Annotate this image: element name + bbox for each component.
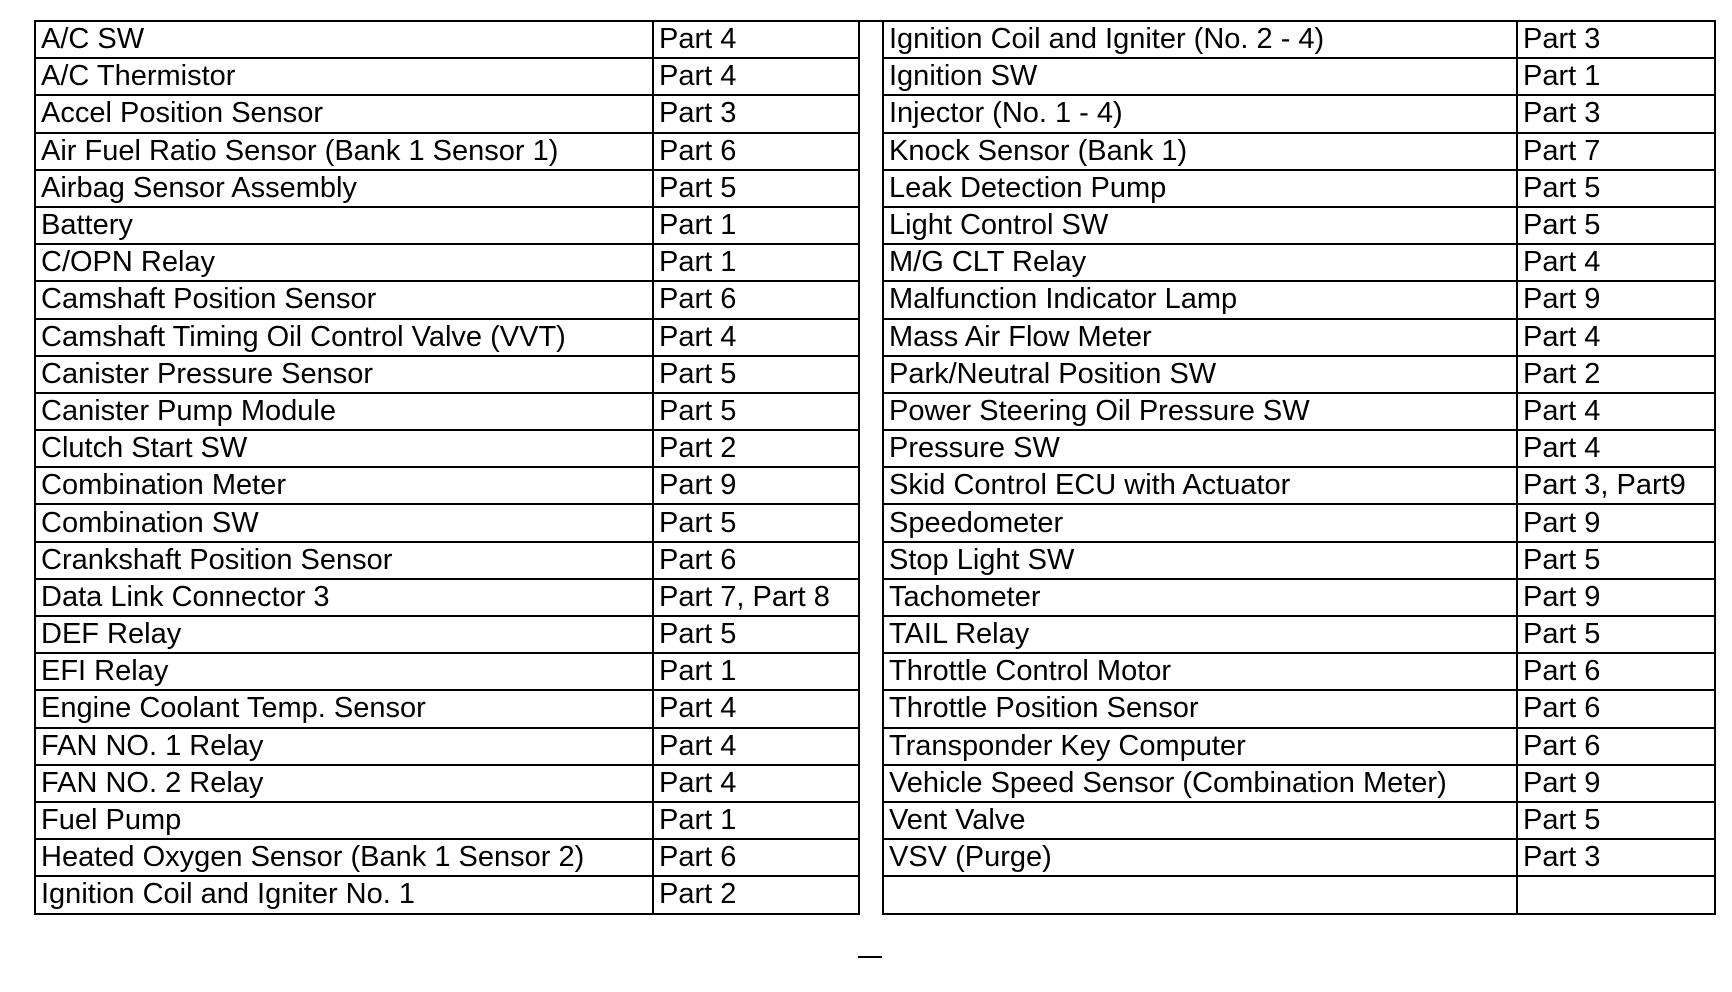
part-reference: Part 1	[653, 802, 859, 839]
table-row	[883, 728, 1715, 765]
table-row	[35, 133, 859, 170]
component-name: TAIL Relay	[883, 616, 1517, 653]
table-row	[35, 504, 859, 541]
part-reference: Part 5	[1517, 207, 1715, 244]
table-row	[35, 319, 859, 356]
table-row	[883, 839, 1715, 876]
component-name: Accel Position Sensor	[35, 95, 653, 132]
component-name: Ignition Coil and Igniter (No. 2 - 4)	[883, 21, 1517, 58]
part-reference: Part 2	[1517, 356, 1715, 393]
part-reference: Part 6	[653, 133, 859, 170]
table-row	[35, 356, 859, 393]
part-reference: Part 4	[653, 728, 859, 765]
part-reference: Part 1	[653, 207, 859, 244]
component-name: DEF Relay	[35, 616, 653, 653]
table-row	[883, 653, 1715, 690]
column-separator	[858, 20, 882, 958]
component-name: Knock Sensor (Bank 1)	[883, 133, 1517, 170]
table-row	[35, 467, 859, 504]
part-reference: Part 9	[1517, 579, 1715, 616]
table-row	[35, 207, 859, 244]
component-name: Clutch Start SW	[35, 430, 653, 467]
component-name: Throttle Position Sensor	[883, 690, 1517, 727]
part-reference: Part 6	[653, 281, 859, 318]
table-row	[35, 765, 859, 802]
component-name: M/G CLT Relay	[883, 244, 1517, 281]
component-name: Speedometer	[883, 504, 1517, 541]
table-row	[35, 728, 859, 765]
part-reference: Part 1	[1517, 58, 1715, 95]
component-name: Fuel Pump	[35, 802, 653, 839]
part-reference: Part 4	[653, 319, 859, 356]
table-row	[883, 58, 1715, 95]
component-name: Stop Light SW	[883, 542, 1517, 579]
table-row	[35, 281, 859, 318]
part-reference: Part 5	[1517, 616, 1715, 653]
part-reference: Part 4	[653, 765, 859, 802]
component-name: Ignition Coil and Igniter No. 1	[35, 876, 653, 913]
component-name: A/C Thermistor	[35, 58, 653, 95]
component-name: Airbag Sensor Assembly	[35, 170, 653, 207]
component-name: Leak Detection Pump	[883, 170, 1517, 207]
part-reference: Part 5	[653, 356, 859, 393]
table-row	[883, 504, 1715, 541]
component-name: Power Steering Oil Pressure SW	[883, 393, 1517, 430]
part-reference: Part 4	[1517, 393, 1715, 430]
part-reference: Part 4	[653, 690, 859, 727]
part-reference: Part 5	[1517, 170, 1715, 207]
table-row	[883, 802, 1715, 839]
table-row	[35, 690, 859, 727]
part-reference: Part 1	[653, 244, 859, 281]
part-reference: Part 6	[653, 839, 859, 876]
part-reference: Part 6	[1517, 653, 1715, 690]
part-reference: Part 3	[1517, 95, 1715, 132]
part-reference: Part 6	[1517, 728, 1715, 765]
component-name: Camshaft Position Sensor	[35, 281, 653, 318]
table-row	[883, 207, 1715, 244]
table-row	[883, 133, 1715, 170]
component-name: FAN NO. 1 Relay	[35, 728, 653, 765]
table-row	[883, 467, 1715, 504]
table-row	[883, 579, 1715, 616]
table-row	[35, 95, 859, 132]
component-name: Throttle Control Motor	[883, 653, 1517, 690]
right-index-table	[882, 20, 1716, 915]
component-name: Vent Valve	[883, 802, 1517, 839]
component-name: VSV (Purge)	[883, 839, 1517, 876]
component-name: Combination Meter	[35, 467, 653, 504]
part-reference: Part 5	[1517, 542, 1715, 579]
table-row	[883, 690, 1715, 727]
component-name: Camshaft Timing Oil Control Valve (VVT)	[35, 319, 653, 356]
part-reference: Part 3	[653, 95, 859, 132]
left-index-table	[34, 20, 860, 915]
part-reference: Part 5	[653, 616, 859, 653]
table-row	[883, 765, 1715, 802]
part-reference: Part 9	[1517, 504, 1715, 541]
part-reference: Part 5	[653, 170, 859, 207]
component-name: Canister Pressure Sensor	[35, 356, 653, 393]
table-row	[883, 170, 1715, 207]
part-reference: Part 4	[1517, 430, 1715, 467]
part-reference: Part 9	[1517, 765, 1715, 802]
part-reference: Part 9	[1517, 281, 1715, 318]
part-reference: Part 7, Part 8	[653, 579, 859, 616]
table-row	[883, 430, 1715, 467]
table-row	[35, 58, 859, 95]
component-name: Injector (No. 1 - 4)	[883, 95, 1517, 132]
part-reference: Part 2	[653, 430, 859, 467]
table-row	[883, 393, 1715, 430]
table-row	[883, 21, 1715, 58]
part-reference: Part 3	[1517, 839, 1715, 876]
part-reference: Part 4	[653, 58, 859, 95]
part-reference: Part 2	[653, 876, 859, 913]
component-name: C/OPN Relay	[35, 244, 653, 281]
table-row	[35, 802, 859, 839]
table-row	[883, 95, 1715, 132]
part-reference: Part 6	[653, 542, 859, 579]
table-row	[35, 616, 859, 653]
part-reference: Part 5	[653, 393, 859, 430]
table-row	[883, 616, 1715, 653]
table-row	[35, 839, 859, 876]
component-name: Park/Neutral Position SW	[883, 356, 1517, 393]
component-name: Mass Air Flow Meter	[883, 319, 1517, 356]
component-name: Air Fuel Ratio Sensor (Bank 1 Sensor 1)	[35, 133, 653, 170]
component-name: Data Link Connector 3	[35, 579, 653, 616]
table-row	[35, 170, 859, 207]
component-name: Vehicle Speed Sensor (Combination Meter)	[883, 765, 1517, 802]
component-name: Transponder Key Computer	[883, 728, 1517, 765]
table-row	[883, 876, 1715, 913]
table-row	[35, 244, 859, 281]
part-reference: Part 6	[1517, 690, 1715, 727]
component-name	[883, 876, 1517, 913]
part-reference: Part 1	[653, 653, 859, 690]
table-row	[883, 542, 1715, 579]
part-reference: Part 3, Part9	[1517, 467, 1715, 504]
part-reference	[1517, 876, 1715, 913]
component-name: Ignition SW	[883, 58, 1517, 95]
component-name: Engine Coolant Temp. Sensor	[35, 690, 653, 727]
component-name: Crankshaft Position Sensor	[35, 542, 653, 579]
component-name: Heated Oxygen Sensor (Bank 1 Sensor 2)	[35, 839, 653, 876]
part-reference: Part 5	[1517, 802, 1715, 839]
table-row	[35, 21, 859, 58]
table-row	[35, 653, 859, 690]
component-name: Canister Pump Module	[35, 393, 653, 430]
component-name: Skid Control ECU with Actuator	[883, 467, 1517, 504]
component-name: Battery	[35, 207, 653, 244]
component-name: Malfunction Indicator Lamp	[883, 281, 1517, 318]
part-reference: Part 3	[1517, 21, 1715, 58]
component-name: EFI Relay	[35, 653, 653, 690]
part-reference: Part 7	[1517, 133, 1715, 170]
part-reference: Part 4	[1517, 319, 1715, 356]
part-reference: Part 4	[1517, 244, 1715, 281]
table-row	[883, 281, 1715, 318]
part-reference: Part 5	[653, 504, 859, 541]
table-row	[35, 542, 859, 579]
component-name: Pressure SW	[883, 430, 1517, 467]
table-row	[883, 319, 1715, 356]
component-name: Light Control SW	[883, 207, 1517, 244]
component-name: Combination SW	[35, 504, 653, 541]
component-name: Tachometer	[883, 579, 1517, 616]
table-row	[35, 876, 859, 913]
table-row	[883, 244, 1715, 281]
part-reference: Part 4	[653, 21, 859, 58]
part-reference: Part 9	[653, 467, 859, 504]
table-row	[35, 430, 859, 467]
component-name: A/C SW	[35, 21, 653, 58]
component-name: FAN NO. 2 Relay	[35, 765, 653, 802]
table-row	[883, 356, 1715, 393]
table-row	[35, 579, 859, 616]
table-row	[35, 393, 859, 430]
